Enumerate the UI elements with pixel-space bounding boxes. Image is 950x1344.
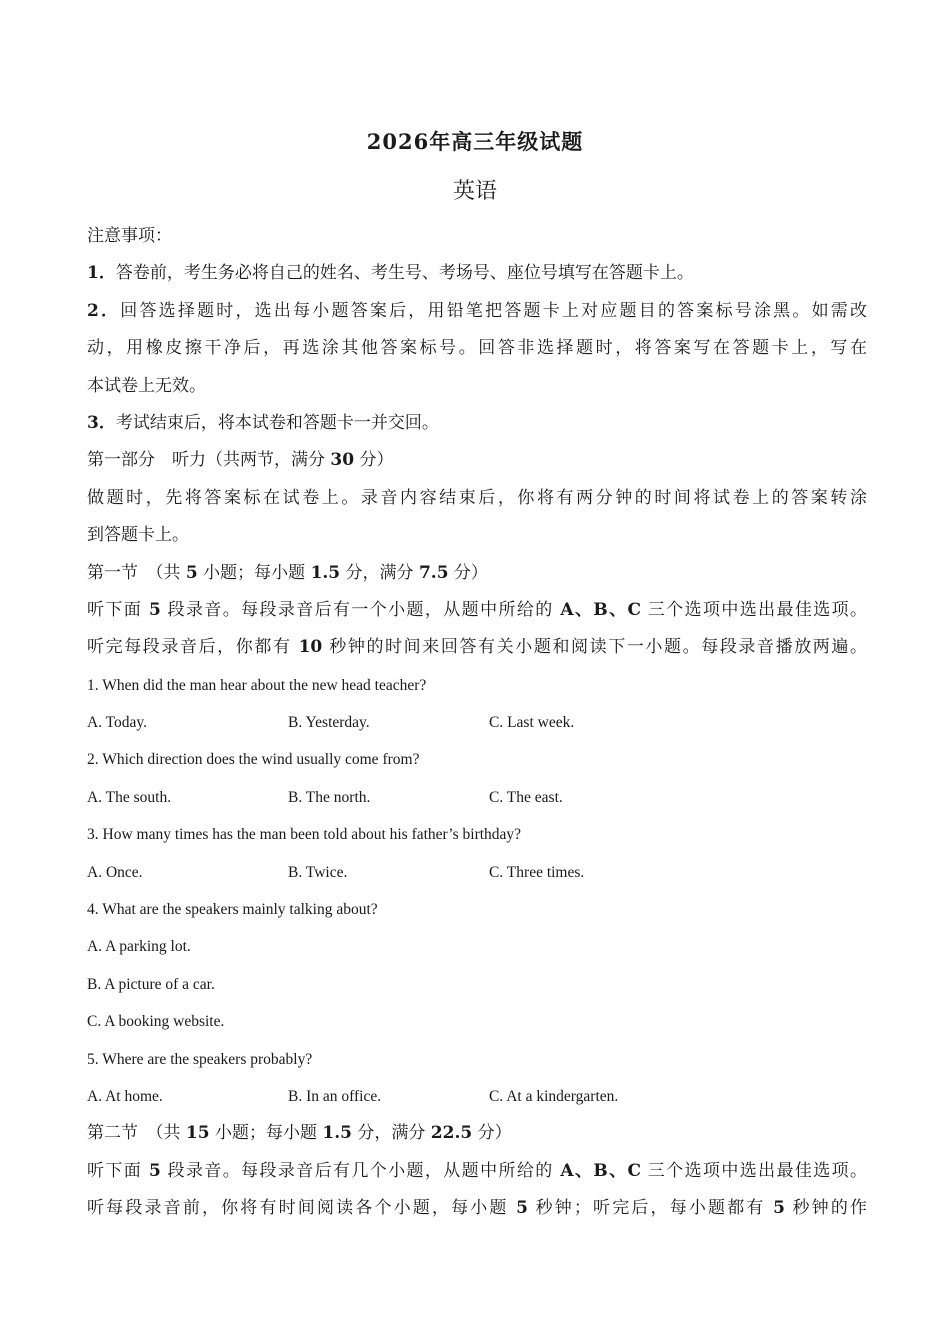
seconds-count: 10 [298,637,323,658]
notice-heading: 注意事项： [87,226,172,246]
seconds-count: 5 [516,1198,528,1219]
recording-count: 5 [148,599,161,620]
section1-heading [87,555,867,592]
part1-heading [87,442,867,479]
question-5: 5. Where are the speakers probably? [87,1050,313,1068]
question-4: 4. What are the speakers mainly talking about? [87,901,378,919]
exam-title: 2026年高三年级试题 [366,129,584,154]
section-heading-text: 小题；每小题 [209,1123,323,1144]
section-heading-text: 分） [448,562,488,583]
option-b: B. Yesterday. [288,714,370,732]
section-heading-text: 分） [472,1123,512,1144]
section-heading-text: 第二节 （共 [87,1123,186,1144]
option-c: C. Last week. [489,714,575,732]
option-b: B. A picture of a car. [87,975,215,993]
instruction-text: 秒钟的时间来回答有关小题和阅读下一小题。每段录音播放两遍。 [322,637,867,658]
instruction-text: 秒钟的作 [784,1198,867,1219]
question-5-options [87,1078,867,1115]
part1-heading-text: 第一部分 听力（共两节，满分 [87,450,331,471]
option-c: C. At a kindergarten. [489,1087,619,1105]
section2-instruction [87,1153,867,1190]
instruction-text: 段录音。每段录音后有一个小题，从题中所给的 [160,599,561,620]
section1-instruction [87,592,867,629]
seconds-count: 5 [773,1198,785,1219]
notice-item-text: 回答选择题时，选出每小题答案后，用铅笔把答题卡上对应题目的答案标号涂黑。如需改 [120,300,867,321]
notice-item-2-end: 本试卷上无效。 [87,375,206,396]
notice-item-text: 答卷前，考生务必将自己的姓名、考生号、考场号、座位号填写在答题卡上。 [115,263,694,284]
question-count: 15 [185,1123,210,1144]
notice-item-3 [87,405,867,442]
section2-instruction-cont [87,1190,867,1227]
notice-item-number: 2． [87,300,121,321]
option-a: A. The south. [87,788,172,806]
recording-count: 5 [148,1160,161,1181]
subject-title: 英语 [452,179,497,204]
instruction-text: 段录音。每段录音后有几个小题，从题中所给的 [160,1160,561,1181]
question-2: 2. Which direction does the wind usually come from? [87,751,420,769]
question-count: 5 [185,562,198,583]
question-2-options [87,779,867,816]
instruction-text: 听下面 [87,599,149,620]
section2-heading [87,1115,867,1152]
notice-item-2 [87,293,867,330]
notice-item-number: 1． [87,263,116,284]
instruction-text: 秒钟；听完后，每小题都有 [528,1198,774,1219]
instruction-text: 三个选项中选出最佳选项。 [641,1160,867,1181]
option-c: C. Three times. [489,863,585,881]
exam-body [87,218,867,1228]
section-heading-text: 分，满分 [340,562,419,583]
instruction-text: 听下面 [87,1160,149,1181]
part1-score: 30 [330,450,355,471]
part1-intro: 做题时，先将答案标在试卷上。录音内容结束后，你将有两分钟的时间将试卷上的答案转涂 [87,487,867,508]
points-total: 7.5 [418,562,449,583]
part1-heading-end: 分） [354,450,394,471]
notice-item-text: 考试结束后，将本试卷和答题卡一并交回。 [115,412,439,433]
notice-item-2-cont: 动，用橡皮擦干净后，再选涂其他答案标号。回答非选择题时，将答案写在答题卡上，写在 [87,338,867,359]
instruction-text: 听完每段录音后，你都有 [87,637,299,658]
section-heading-text: 第一节 （共 [87,562,186,583]
notice-item-1 [87,255,867,292]
option-a: A. Once. [87,863,143,881]
section-heading-text: 小题；每小题 [197,562,311,583]
option-a: A. A parking lot. [87,938,191,956]
points-total: 22.5 [430,1123,473,1144]
points-each: 1.5 [322,1123,352,1144]
notice-item-number: 3． [87,412,116,433]
option-b: B. Twice. [288,863,348,881]
option-c: C. A booking website. [87,1013,225,1031]
part1-intro-cont: 到答题卡上。 [87,525,189,546]
section-heading-text: 分，满分 [351,1123,431,1144]
option-a: A. At home. [87,1087,163,1105]
instruction-text: 三个选项中选出最佳选项。 [641,599,867,620]
option-letters: A、B、C [560,1160,642,1181]
option-b: B. In an office. [288,1087,382,1105]
instruction-text: 听每段录音前，你将有时间阅读各个小题，每小题 [87,1198,517,1219]
question-1: 1. When did the man hear about the new head teacher? [87,676,427,694]
section1-instruction-cont [87,629,867,666]
question-3: 3. How many times has the man been told about his father’s birthday? [87,826,522,844]
question-3-options [87,854,867,891]
option-letters: A、B、C [560,599,642,620]
option-c: C. The east. [489,788,563,806]
points-each: 1.5 [310,562,341,583]
option-a: A. Today. [87,714,148,732]
question-1-options [87,704,867,741]
option-b: B. The north. [288,788,371,806]
